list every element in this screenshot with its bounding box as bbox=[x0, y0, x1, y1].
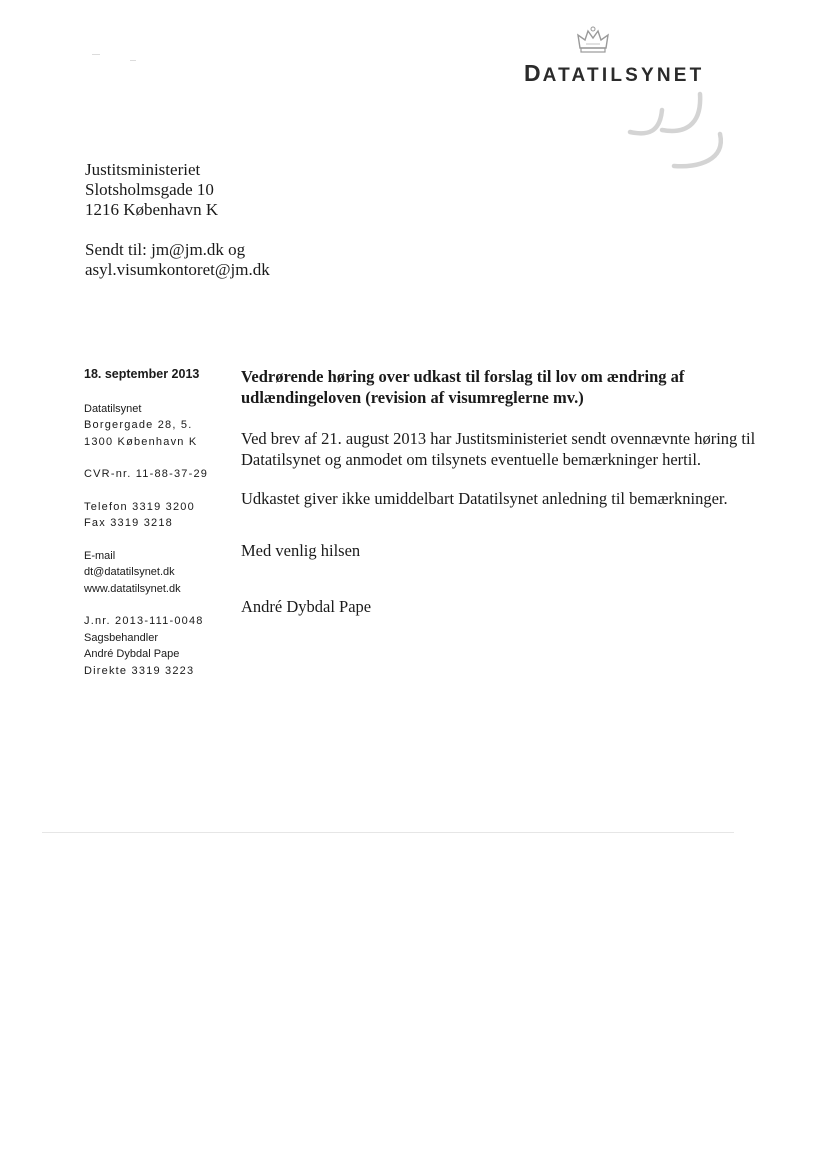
sender-street: Borgergade 28, 5. bbox=[84, 419, 193, 431]
sender-address bbox=[84, 401, 234, 451]
email-address: dt@datatilsynet.dk bbox=[84, 566, 175, 578]
logo-wordmark: ATATILSYNET bbox=[542, 65, 705, 86]
journal-number: J.nr. 2013-111-0048 bbox=[84, 615, 204, 627]
phone-info bbox=[84, 499, 234, 532]
telefon: Telefon 3319 3200 bbox=[84, 500, 195, 513]
fax: Fax 3319 3218 bbox=[84, 517, 173, 529]
sender-city: 1300 København K bbox=[84, 435, 198, 448]
direct-phone: Direkte 3319 3223 bbox=[84, 664, 195, 677]
letter-closing: Med venlig hilsen bbox=[241, 541, 361, 560]
letter-body bbox=[241, 366, 761, 617]
sent-to-line1: Sendt til: jm@jm.dk og bbox=[85, 240, 246, 259]
contact-info bbox=[84, 548, 234, 598]
letter-date: 18. september 2013 bbox=[84, 367, 200, 381]
sent-to-line2: asyl.visumkontoret@jm.dk bbox=[85, 260, 270, 279]
email-label: E-mail bbox=[84, 549, 116, 562]
logo-swoosh-graphic bbox=[626, 90, 730, 170]
website: www.datatilsynet.dk bbox=[84, 582, 181, 595]
letter-paragraph-2: Udkastet giver ikke umiddelbart Datatilsynet anledning til bemærkninger. bbox=[241, 489, 728, 508]
recipient-address bbox=[85, 160, 218, 220]
case-handler-name: André Dybdal Pape bbox=[84, 648, 180, 660]
recipient-city: 1216 København K bbox=[85, 200, 219, 219]
recipient-name: Justitsministeriet bbox=[85, 160, 201, 179]
letter-subject: Vedrørende høring over udkast til forslag til lov om ændring af udlændingeloven (revision af visumreglerne mv.) bbox=[241, 367, 685, 407]
crown-icon bbox=[576, 26, 610, 54]
sent-to bbox=[85, 240, 270, 280]
datatilsynet-logo bbox=[524, 60, 704, 87]
letter-paragraph-1: Ved brev af 21. august 2013 har Justitsministeriet sendt ovennævnte høring til Datatilsynet og anmodet om tilsynets eventuelle bemærkninger hertil. bbox=[241, 429, 756, 469]
sender-info-column bbox=[84, 366, 234, 695]
case-handler-label: Sagsbehandler bbox=[84, 631, 159, 644]
letter-signer: André Dybdal Pape bbox=[241, 597, 372, 616]
scan-mark bbox=[130, 60, 136, 61]
logo-initial: D bbox=[524, 60, 543, 86]
case-info bbox=[84, 613, 234, 679]
sender-name: Datatilsynet bbox=[84, 402, 142, 415]
footer-divider bbox=[42, 832, 734, 833]
scan-mark bbox=[92, 54, 100, 55]
recipient-street: Slotsholmsgade 10 bbox=[85, 180, 214, 199]
cvr-number: CVR-nr. 11-88-37-29 bbox=[84, 468, 209, 480]
